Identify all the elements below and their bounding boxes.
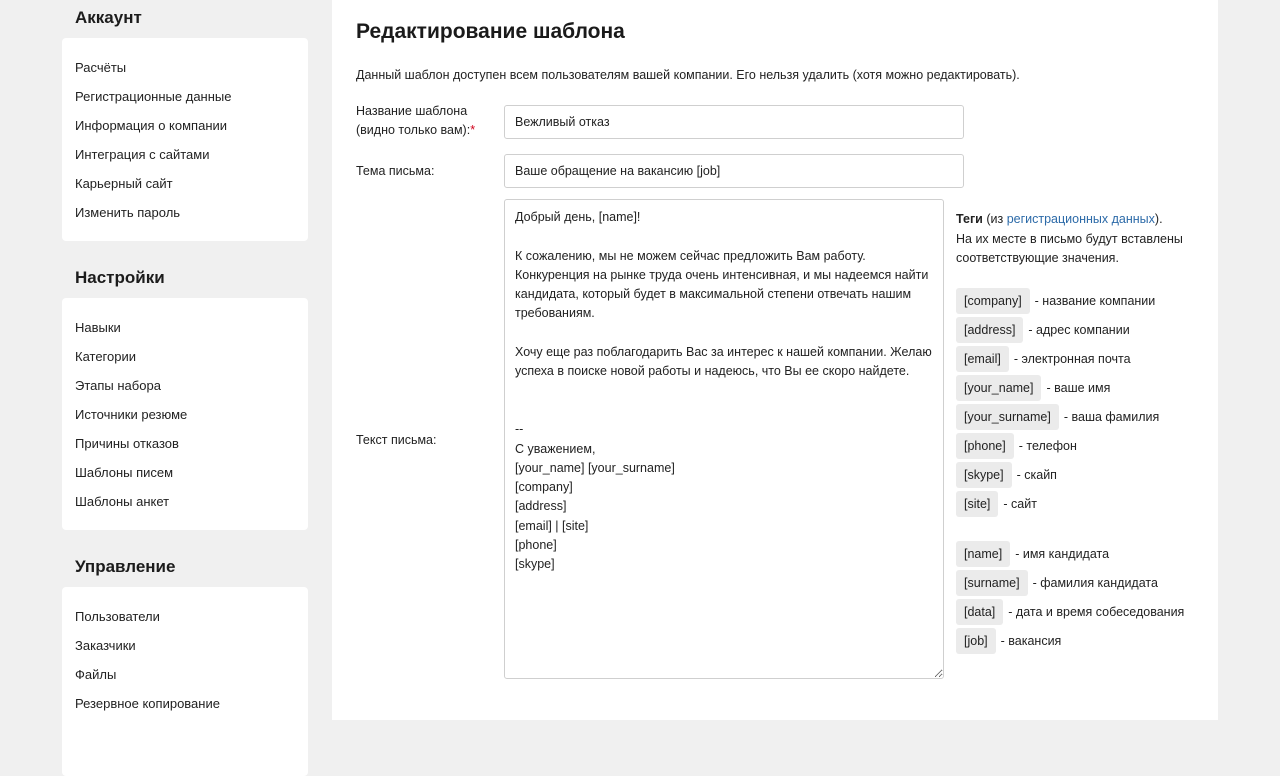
subject-input[interactable] — [504, 154, 964, 188]
sidebar-item-integration[interactable]: Интеграция с сайтами — [75, 147, 210, 162]
tags-heading: Теги — [956, 212, 983, 226]
tag-description: - ваше имя — [1046, 381, 1111, 395]
sidebar-item-skills[interactable]: Навыки — [75, 320, 121, 335]
candidate-tags-list — [956, 540, 1206, 656]
tag-description: - скайп — [1016, 468, 1057, 482]
tag-description: - ваша фамилия — [1063, 410, 1160, 424]
tag-email[interactable]: [email] — [956, 346, 1009, 372]
tag-row — [956, 540, 1206, 569]
tag-data[interactable]: [data] — [956, 599, 1003, 625]
sidebar-item-company-info[interactable]: Информация о компании — [75, 118, 228, 133]
tag-row — [956, 316, 1206, 345]
required-mark: * — [470, 123, 476, 137]
sidebar-item-form-templates[interactable]: Шаблоны анкет — [75, 494, 170, 509]
company-tags-list — [956, 287, 1206, 519]
tag-row — [956, 461, 1206, 490]
page-title: Редактирование шаблона — [356, 20, 625, 43]
tag-row — [956, 287, 1206, 316]
sidebar-item-billing[interactable]: Расчёты — [75, 60, 127, 75]
tag-row — [956, 490, 1206, 519]
tag-address[interactable]: [address] — [956, 317, 1023, 343]
tag-your-name[interactable]: [your_name] — [956, 375, 1041, 401]
sidebar-section-settings — [62, 268, 308, 530]
tag-description: - адрес компании — [1028, 323, 1130, 337]
sidebar-section-account — [62, 8, 308, 241]
sidebar-item-clients[interactable]: Заказчики — [75, 638, 136, 653]
sidebar-section-management — [62, 557, 308, 776]
tag-row — [956, 432, 1206, 461]
template-name-label-line2: (видно только вам): — [356, 123, 471, 137]
registration-data-link[interactable]: регистрационных данных — [1006, 212, 1155, 226]
template-name-label — [356, 102, 475, 140]
tag-description: - электронная почта — [1013, 352, 1131, 366]
tags-panel — [956, 210, 1206, 656]
sidebar-item-users[interactable]: Пользователи — [75, 609, 160, 624]
tags-intro — [956, 210, 1206, 269]
tag-description: - вакансия — [1000, 634, 1062, 648]
tag-row — [956, 374, 1206, 403]
tag-description: - сайт — [1003, 497, 1037, 511]
tag-description: - фамилия кандидата — [1032, 576, 1158, 590]
tag-skype[interactable]: [skype] — [956, 462, 1012, 488]
sidebar-item-career-site[interactable]: Карьерный сайт — [75, 176, 173, 191]
sidebar-item-categories[interactable]: Категории — [75, 349, 136, 364]
tags-intro-rest: На их месте в письмо будут вставлены соответствующие значения. — [956, 231, 1183, 265]
template-name-input[interactable] — [504, 105, 964, 139]
sidebar-card — [62, 38, 308, 241]
sidebar-item-rejection-reasons[interactable]: Причины отказов — [75, 436, 179, 451]
body-label: Текст письма: — [356, 433, 437, 447]
tag-your-surname[interactable]: [your_surname] — [956, 404, 1059, 430]
tag-description: - имя кандидата — [1015, 547, 1110, 561]
tag-surname[interactable]: [surname] — [956, 570, 1028, 596]
sidebar-item-registration[interactable]: Регистрационные данные — [75, 89, 232, 104]
sidebar-item-backup[interactable]: Резервное копирование — [75, 696, 220, 711]
sidebar-item-files[interactable]: Файлы — [75, 667, 117, 682]
tag-row — [956, 403, 1206, 432]
tag-job[interactable]: [job] — [956, 628, 996, 654]
subject-label: Тема письма: — [356, 164, 435, 178]
page-description: Данный шаблон доступен всем пользователям вашей компании. Его нельзя удалить (хотя можно редактировать). — [356, 68, 1020, 82]
tags-intro-prefix: (из — [982, 212, 1007, 226]
tags-intro-suffix: ). — [1154, 212, 1163, 226]
tag-row — [956, 569, 1206, 598]
section-title: Управление — [75, 557, 176, 576]
tag-description: - телефон — [1018, 439, 1077, 453]
tag-description: - дата и время собеседования — [1008, 605, 1185, 619]
tag-site[interactable]: [site] — [956, 491, 998, 517]
tag-phone[interactable]: [phone] — [956, 433, 1014, 459]
tag-company[interactable]: [company] — [956, 288, 1030, 314]
tag-row — [956, 627, 1206, 656]
section-title: Аккаунт — [75, 8, 142, 27]
tag-name[interactable]: [name] — [956, 541, 1010, 567]
sidebar-item-resume-sources[interactable]: Источники резюме — [75, 407, 188, 422]
sidebar-item-stages[interactable]: Этапы набора — [75, 378, 161, 393]
sidebar-card — [62, 298, 308, 530]
template-name-label-line1: Название шаблона — [356, 104, 468, 118]
main-panel — [332, 0, 1218, 720]
body-textarea[interactable] — [504, 199, 944, 679]
tag-row — [956, 598, 1206, 627]
sidebar-card — [62, 587, 308, 776]
tag-row — [956, 345, 1206, 374]
sidebar-item-change-password[interactable]: Изменить пароль — [75, 205, 181, 220]
tag-description: - название компании — [1034, 294, 1156, 308]
sidebar-item-email-templates[interactable]: Шаблоны писем — [75, 465, 174, 480]
section-title: Настройки — [75, 268, 165, 287]
